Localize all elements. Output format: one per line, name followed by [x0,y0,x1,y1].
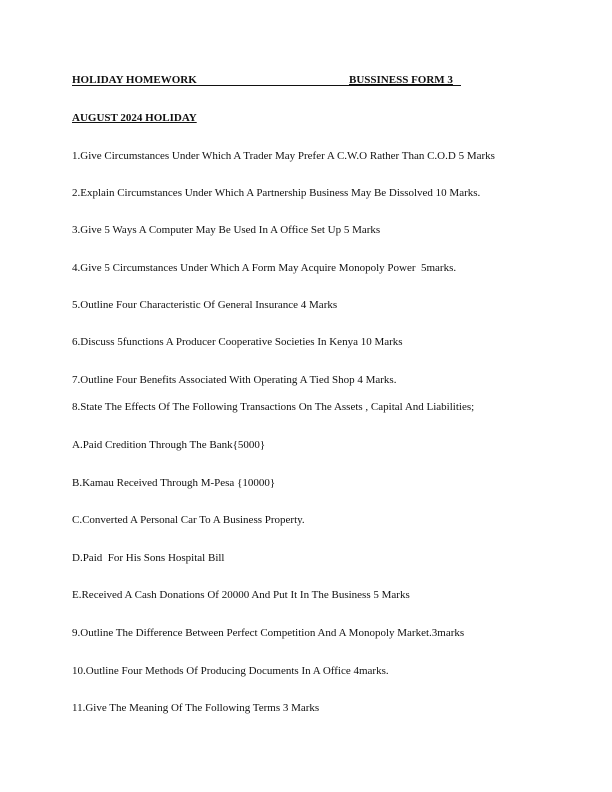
header-subject: BUSSINESS FORM 3 [349,74,453,86]
question-1: 1.Give Circumstances Under Which A Trader May Prefer A C.W.O Rather Than C.O.D 5 Marks [72,150,495,162]
question-7: 7.Outline Four Benefits Associated With Operating A Tied Shop 4 Marks. [72,374,397,386]
question-2: 2.Explain Circumstances Under Which A Partnership Business May Be Dissolved 10 Marks. [72,187,481,199]
question-8b: B.Kamau Received Through M-Pesa {10000} [72,477,276,489]
question-8: 8.State The Effects Of The Following Transactions On The Assets , Capital And Liabilities; [72,401,475,413]
question-8c: C.Converted A Personal Car To A Business Property. [72,514,305,526]
question-3: 3.Give 5 Ways A Computer May Be Used In A Office Set Up 5 Marks [72,224,381,236]
question-10: 10.Outline Four Methods Of Producing Documents In A Office 4marks. [72,665,389,677]
question-4: 4.Give 5 Circumstances Under Which A Form May Acquire Monopoly Power 5marks. [72,262,457,274]
question-9: 9.Outline The Difference Between Perfect Competition And A Monopoly Market.3marks [72,627,465,639]
question-6: 6.Discuss 5functions A Producer Cooperative Societies In Kenya 10 Marks [72,336,403,348]
question-8d: D.Paid For His Sons Hospital Bill [72,552,225,564]
question-8e: E.Received A Cash Donations Of 20000 And Put It In The Business 5 Marks [72,589,410,601]
question-8a: A.Paid Credition Through The Bank{5000} [72,439,266,451]
question-5: 5.Outline Four Characteristic Of General Insurance 4 Marks [72,299,338,311]
header-title: HOLIDAY HOMEWORK [72,74,197,86]
question-11: 11.Give The Meaning Of The Following Terms 3 Marks [72,702,320,714]
header-subtitle: AUGUST 2024 HOLIDAY [72,112,197,124]
